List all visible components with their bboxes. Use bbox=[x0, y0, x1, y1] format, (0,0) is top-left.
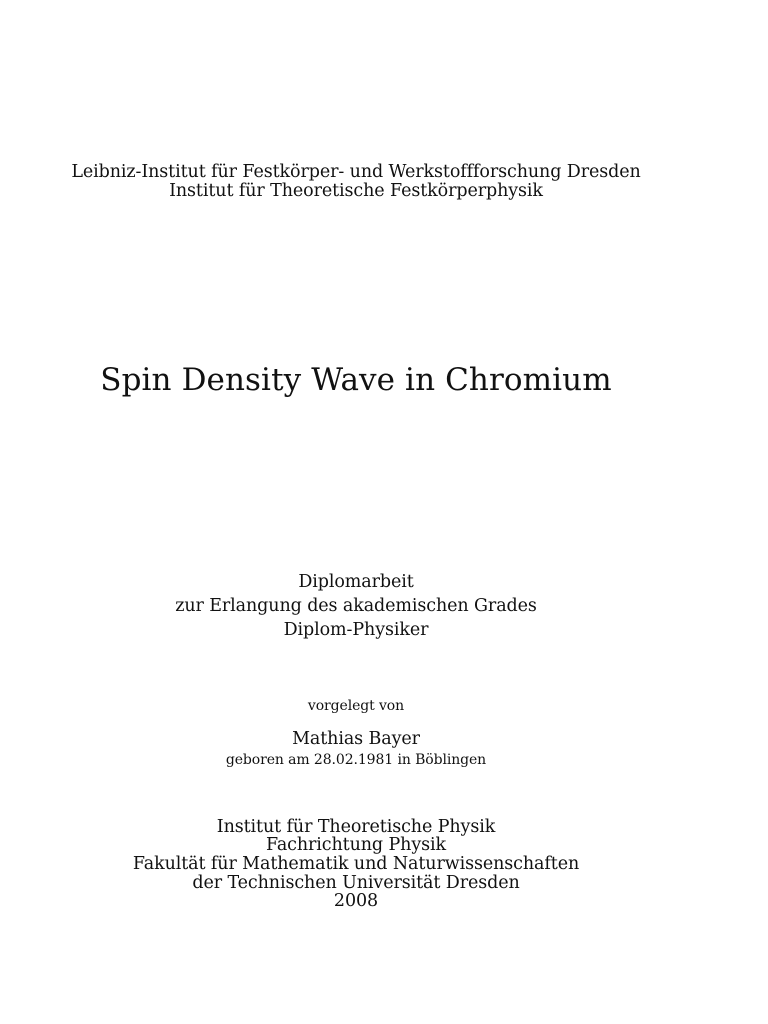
institute-line-1: Leibniz-Institut für Festkörper- und Werkstoffforschung Dresden bbox=[71, 162, 641, 182]
thesis-purpose: zur Erlangung des akademischen Grades bbox=[175, 596, 537, 616]
affiliation-line-3: Fakultät für Mathematik und Naturwissenschaften bbox=[132, 854, 580, 874]
affiliation-line-4: der Technischen Universität Dresden bbox=[192, 873, 520, 893]
affiliation-line-1: Institut für Theoretische Physik bbox=[216, 817, 496, 837]
thesis-title: Spin Density Wave in Chromium bbox=[100, 362, 612, 398]
affiliation-year: 2008 bbox=[333, 891, 379, 911]
institute-line-2: Institut für Theoretische Festkörperphysik bbox=[169, 181, 543, 201]
author-name: Mathias Bayer bbox=[292, 729, 420, 749]
thesis-type: Diplomarbeit bbox=[298, 572, 414, 592]
affiliation-line-2: Fachrichtung Physik bbox=[265, 835, 447, 855]
author-birth: geboren am 28.02.1981 in Böblingen bbox=[225, 752, 487, 768]
presented-by-label: vorgelegt von bbox=[307, 698, 405, 714]
thesis-degree: Diplom-Physiker bbox=[283, 620, 429, 640]
